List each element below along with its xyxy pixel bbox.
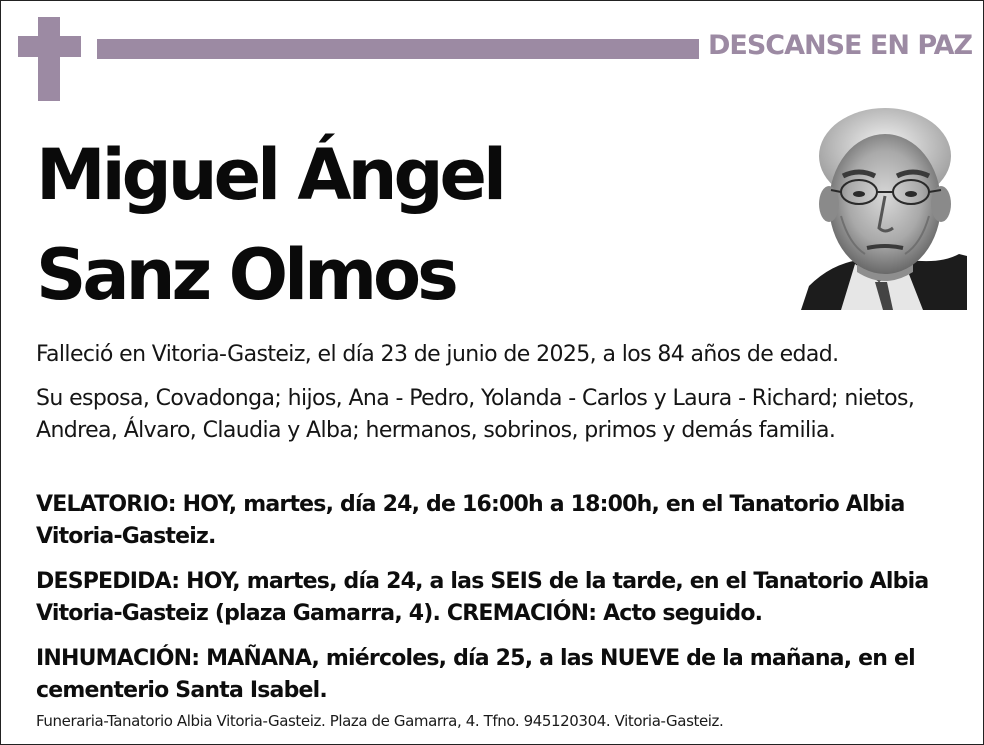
inhumacion-details: INHUMACIÓN: MAÑANA, miércoles, día 25, a las NUEVE de la mañana, en el cementerio Santa Isabel. bbox=[36, 646, 915, 703]
despedida-details: DESPEDIDA: HOY, martes, día 24, a las SEIS de la tarde, en el Tanatorio Albia Vitoria-Gasteiz (plaza Gamarra, 4). CREMACIÓN: Acto seguido. bbox=[36, 569, 929, 626]
death-statement: Falleció en Vitoria-Gasteiz, el día 23 de junio de 2025, a los 84 años de edad. bbox=[36, 342, 839, 367]
family-list: Su esposa, Covadonga; hijos, Ana - Pedro, Yolanda - Carlos y Laura - Richard; nietos, Andrea, Álvaro, Claudia y Alba; hermanos, sobrinos, primos y demás familia. bbox=[36, 386, 915, 443]
velatorio-details: VELATORIO: HOY, martes, día 24, de 16:00h a 18:00h, en el Tanatorio Albia Vitoria-Gasteiz. bbox=[36, 492, 905, 549]
deceased-name-first: Miguel Ángel bbox=[36, 134, 504, 216]
portrait-photo bbox=[801, 104, 967, 310]
rip-label: DESCANSE EN PAZ bbox=[708, 30, 973, 61]
header-bar bbox=[97, 39, 699, 59]
deceased-name-last: Sanz Olmos bbox=[36, 234, 455, 316]
funeral-home-footer: Funeraria-Tanatorio Albia Vitoria-Gasteiz. Plaza de Gamarra, 4. Tfno. 945120304. Vitoria-Gasteiz. bbox=[36, 712, 724, 730]
